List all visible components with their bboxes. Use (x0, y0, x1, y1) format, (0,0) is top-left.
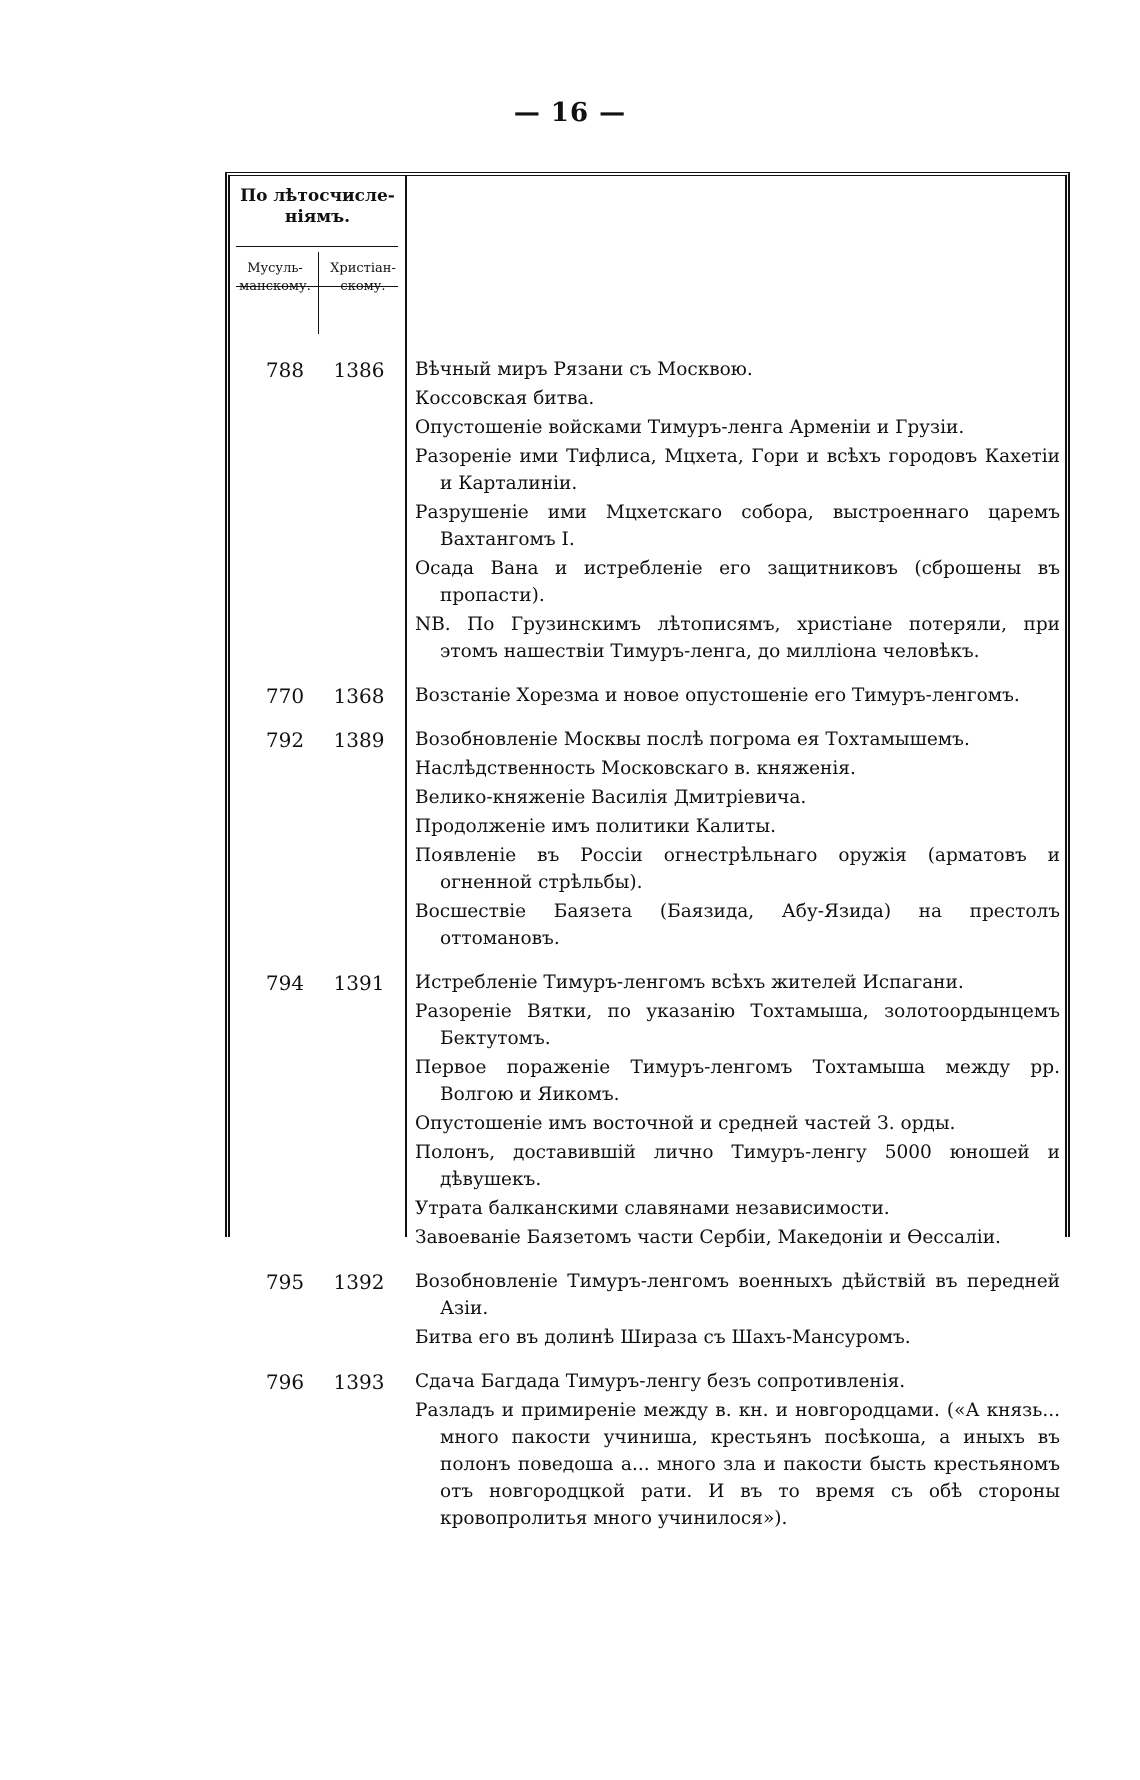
event-list (415, 682, 1060, 709)
event-entry: Разладъ и примиреніе между в. кн. и новгородцами. («А князь... много пакости учиниша, крестьянъ посѣкоша, а иныхъ въ полонъ поведоша а... много зла и пакости бысть крестьяномъ отъ новгородцкой рати. И въ то время съ обѣ стороны кровопролитья много учинилося»). (415, 1400, 1060, 1529)
year-group (230, 682, 1065, 709)
event-entry: Разореніе Вятки, по указанію Тохтамыша, золотоордынцемъ Бектутомъ. (415, 1001, 1060, 1049)
page-number: — 16 — (513, 98, 627, 128)
event-entry: Продолженіе имъ политики Калиты. (415, 816, 776, 837)
header-chronology: По лѣтосчисле-ніямъ. (240, 186, 395, 227)
event-entry: Битва его въ долинѣ Шираза съ Шахъ-Мансуромъ. (415, 1327, 911, 1348)
year-group (230, 726, 1065, 952)
year-group (230, 969, 1065, 1251)
year-christian: 1392 (333, 1270, 385, 1294)
event-entry: NB. По Грузинскимъ лѣтописямъ, христіане потеряли, при этомъ нашествіи Тимуръ-ленга, до милліона человѣкъ. (415, 614, 1060, 662)
event-entry: Наслѣдственность Московскаго в. княженія. (415, 758, 856, 779)
year-muslim: 795 (265, 1270, 305, 1294)
event-entry: Вѣчный миръ Рязани съ Москвою. (415, 359, 753, 380)
chronology-table (225, 172, 1070, 1529)
event-entry: Появленіе въ Россіи огнестрѣльнаго оружія (арматовъ и огненной стрѣльбы). (415, 845, 1060, 893)
event-entry: Велико-княженіе Василія Дмитріевича. (415, 787, 807, 808)
header-rule-lower (236, 286, 398, 287)
event-list (415, 969, 1060, 1251)
year-muslim: 794 (265, 971, 305, 995)
event-list (415, 1268, 1060, 1351)
event-entry: Истребленіе Тимуръ-ленгомъ всѣхъ жителей Испагани. (415, 972, 964, 993)
event-entry: Завоеваніе Баязетомъ части Сербіи, Македоніи и Ѳессаліи. (415, 1227, 1001, 1248)
year-group (230, 1368, 1065, 1532)
table-body (230, 356, 1065, 1549)
event-entry: Разрушеніе ими Мцхетскаго собора, выстроеннаго царемъ Вахтангомъ I. (415, 502, 1060, 550)
event-entry: Опустошеніе имъ восточной и средней частей З. орды. (415, 1113, 956, 1134)
event-entry: Первое пораженіе Тимуръ-ленгомъ Тохтамыша между рр. Волгою и Яикомъ. (415, 1057, 1060, 1105)
event-list (415, 726, 1060, 952)
year-christian: 1389 (333, 728, 385, 752)
subheader-divider (318, 252, 319, 334)
year-christian: 1368 (333, 684, 385, 708)
event-entry: Восшествіе Баязета (Баязида, Абу-Язида) на престолъ оттомановъ. (415, 901, 1060, 949)
event-entry: Осада Вана и истребленіе его защитниковъ (сброшены въ пропасти). (415, 558, 1060, 606)
event-entry: Полонъ, доставившій лично Тимуръ-ленгу 5000 юношей и дѣвушекъ. (415, 1142, 1060, 1190)
header-muslim: Мусуль-манскому. (239, 261, 311, 294)
year-muslim: 792 (265, 728, 305, 752)
year-muslim: 770 (265, 684, 305, 708)
event-entry: Разореніе ими Тифлиса, Мцхета, Гори и всѣхъ городовъ Кахетіи и Карталиніи. (415, 446, 1060, 494)
event-entry: Сдача Багдада Тимуръ-ленгу безъ сопротивленія. (415, 1371, 906, 1392)
year-group (230, 1268, 1065, 1351)
year-muslim: 796 (265, 1370, 305, 1394)
event-entry: Возобновленіе Москвы послѣ погрома ея Тохтамышемъ. (415, 729, 970, 750)
event-entry: Возобновленіе Тимуръ-ленгомъ военныхъ дѣйствій въ передней Азіи. (415, 1271, 1060, 1319)
event-entry: Возстаніе Хорезма и новое опустошеніе его Тимуръ-ленгомъ. (415, 685, 1020, 706)
year-christian: 1386 (333, 358, 385, 382)
year-muslim: 788 (265, 358, 305, 382)
header-christian: Христіан-скому. (330, 261, 396, 294)
event-entry: Опустошеніе войсками Тимуръ-ленга Арменіи и Грузіи. (415, 417, 965, 438)
event-entry: Коссовская битва. (415, 388, 595, 409)
year-christian: 1393 (333, 1370, 385, 1394)
year-group (230, 356, 1065, 665)
event-list (415, 356, 1060, 665)
header-rule (236, 246, 398, 247)
event-entry: Утрата балканскими славянами независимости. (415, 1198, 890, 1219)
year-christian: 1391 (333, 971, 385, 995)
event-list (415, 1368, 1060, 1532)
